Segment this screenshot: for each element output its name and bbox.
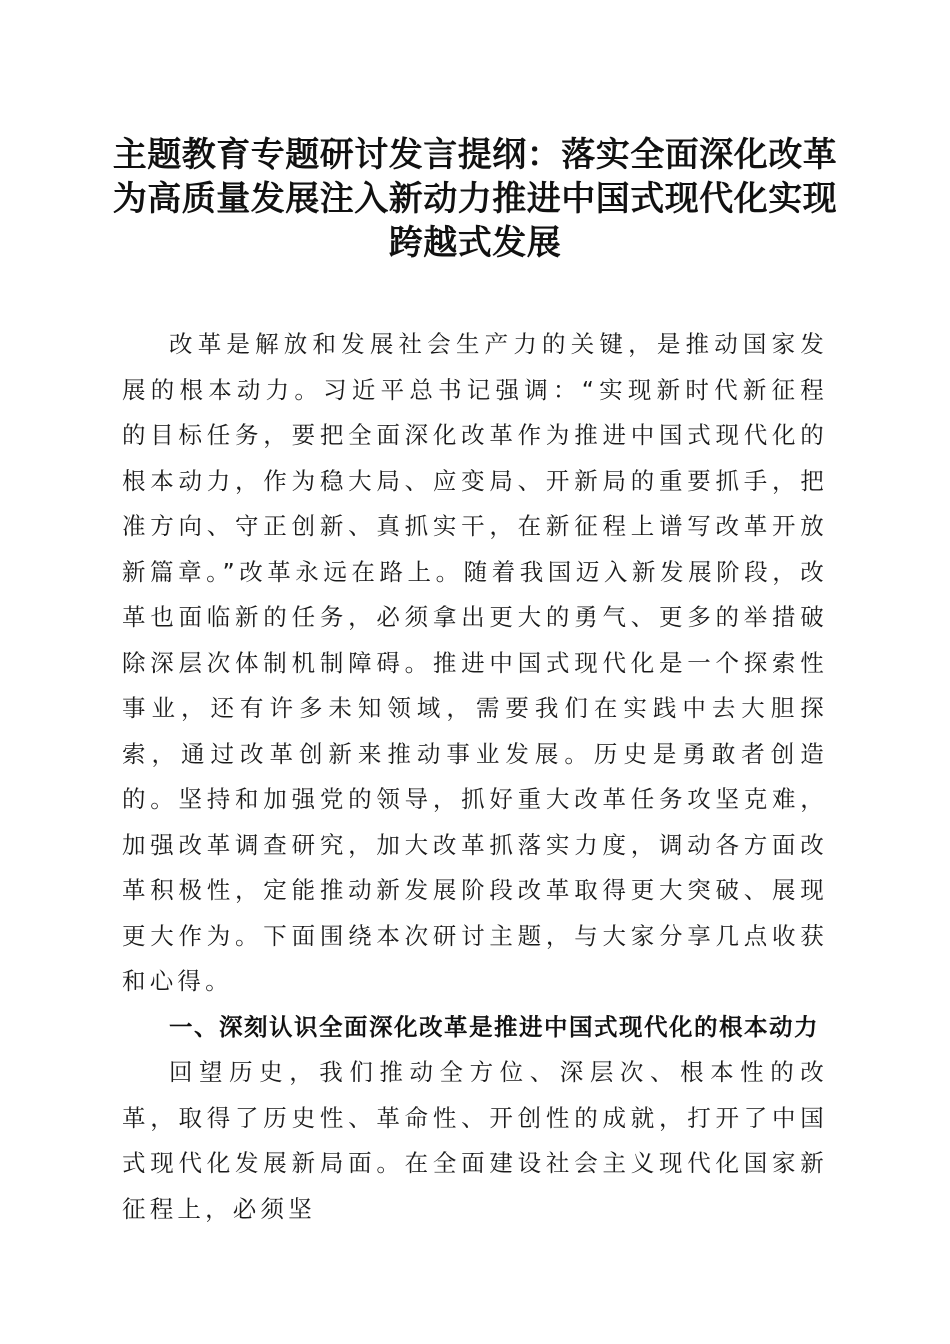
intro-paragraph: 改革是解放和发展社会生产力的关键，是推动国家发展的根本动力。习近平总书记强调：“实现新时代新征程的目标任务，要把全面深化改革作为推进中国式现代化的根本动力，作为稳大局、应变局、开新局的重要抓手，把准方向、守正创新、真抓实干，在新征程上谱写改革开放新篇章。”改革永远在路上。随着我国迈入新发展阶段，改革也面临新的任务，必须拿出更大的勇气、更多的举措破除深层次体制机制障碍。推进中国式现代化是一个探索性事业，还有许多未知领域，需要我们在实践中去大胆探索，通过改革创新来推动事业发展。历史是勇敢者创造的。坚持和加强党的领导，抓好重大改革任务攻坚克难，加强改革调查研究，加大改革抓落实力度，调动各方面改革积极性，定能推动新发展阶段改革取得更大突破、展现更大作为。下面围绕本次研讨主题，与大家分享几点收获和心得。 bbox=[122, 330, 828, 995]
document-body bbox=[122, 322, 828, 1232]
document-title: 主题教育专题研讨发言提纲：落实全面深化改革为高质量发展注入新动力推进中国式现代化实现跨越式发展 bbox=[112, 135, 838, 263]
section-heading-1: 一、深刻认识全面深化改革是推进中国式现代化的根本动力 bbox=[169, 1012, 819, 1041]
section-1-paragraph: 回望历史，我们推动全方位、深层次、根本性的改革，取得了历史性、革命性、开创性的成就，打开了中国式现代化发展新局面。在全面建设社会主义现代化国家新征程上，必须坚 bbox=[122, 1058, 828, 1223]
